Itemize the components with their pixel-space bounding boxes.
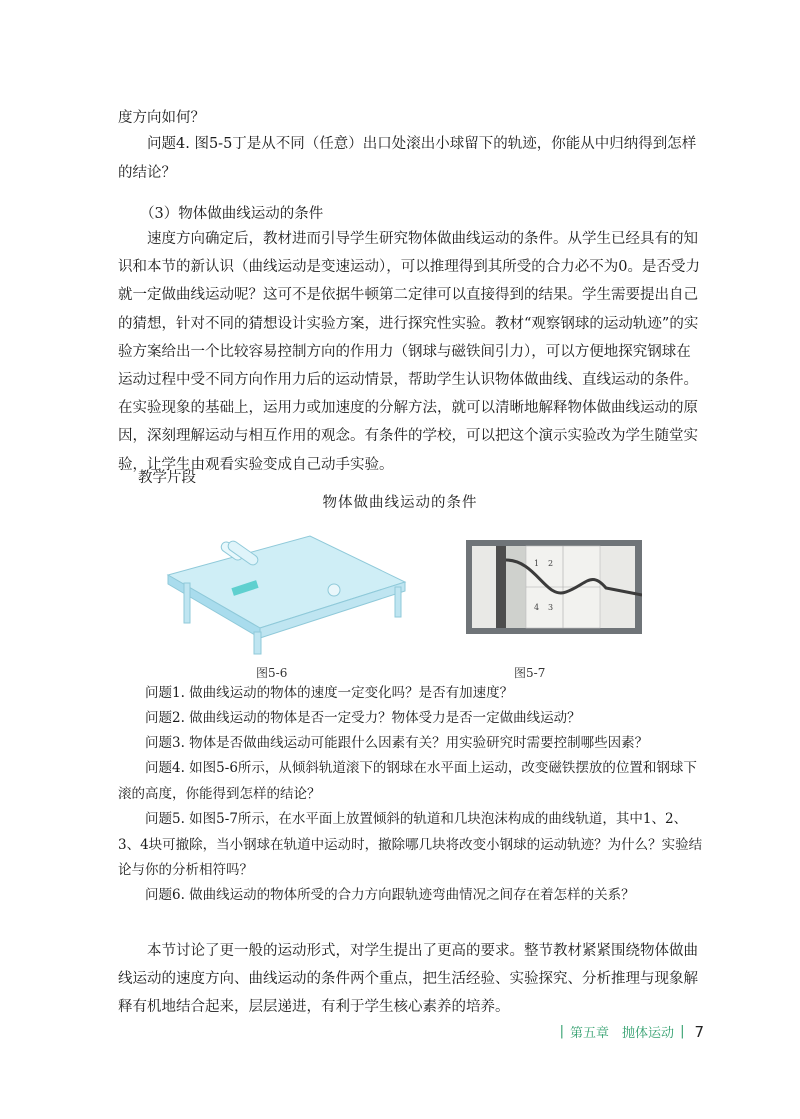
fragment-title: 物体做曲线运动的条件 xyxy=(322,495,478,511)
footer-chapter: 第五章 抛体运动 xyxy=(570,1026,675,1041)
figure-5-6-caption: 图5-6 xyxy=(256,666,288,680)
page-footer xyxy=(560,1022,704,1041)
steel-ball-shape xyxy=(328,584,340,596)
question-5: 问题5. 如图5-7所示，在水平面上放置倾斜的轨道和几块泡沫构成的曲线轨道，其中1、2、3、4块可撤除，当小钢球在轨道中运动时，撤除哪几块将改变小钢球的运动轨迹？为什么？实验结论与你的分析相符吗？ xyxy=(118,811,703,878)
question-4-top: 问题4. 图5-5丁是从不同（任意）出口处滚出小球留下的轨迹，你能从中归纳得到怎样的结论？ xyxy=(118,136,697,181)
block-label-3: 3 xyxy=(548,603,554,612)
footer-divider-left: | xyxy=(559,1024,565,1039)
closing-paragraph: 本节讨论了更一般的运动形式，对学生提出了更高的要求。整节教材紧紧围绕物体做曲线运动的速度方向、曲线运动的条件两个重点，把生活经验、实验探究、分析推理与现象解释有机地结合起来，层层递进，有利于学生核心素养的培养。 xyxy=(118,943,698,1015)
footer-divider-right: | xyxy=(680,1024,685,1039)
continued-line: 度方向如何？ xyxy=(118,110,205,126)
question-2: 问题2. 做曲线运动的物体是否一定受力？物体受力是否一定做曲线运动？ xyxy=(145,710,581,726)
question-3: 问题3. 物体是否做曲线运动可能跟什么因素有关？用实验研究时需要控制哪些因素？ xyxy=(145,735,649,751)
block-label-1: 1 xyxy=(534,559,540,568)
section-paragraph: 速度方向确定后，教材进而引导学生研究物体做曲线运动的条件。从学生已经具有的知识和本节的新认识（曲线运动是变速运动），可以推理得到其所受的合力必不为0。是否受力就一定做曲线运动呢？这可不是依据牛顿第二定律可以直接得到的结果。学生需要提出自己的猜想，针对不同的猜想设计实验方案，进行探究性实验。教材“观察钢球的运动轨迹”的实验方案给出一个比较容易控制方向的作用力（钢球与磁铁间引力），可以方便地探究钢球在运动过程中受不同方向作用力后的运动情景，帮助学生认识物体做曲线、直线运动的条件。在实验现象的基础上，运用力或加速度的分解方法，就可以清晰地解释物体做曲线运动的原因，深刻理解运动与相互作用的观念。有条件的学校，可以把这个演示实验改为学生随堂实验，让学生由观看实验变成自己动手实验。 xyxy=(118,231,700,473)
block-label-4: 4 xyxy=(534,603,540,612)
teaching-fragment-label: 教学片段 xyxy=(138,470,196,486)
block-label-2: 2 xyxy=(548,559,554,568)
figure-5-6-illustration xyxy=(160,520,410,655)
question-6: 问题6. 做曲线运动的物体所受的合力方向跟轨迹弯曲情况之间存在着怎样的关系？ xyxy=(145,887,635,903)
question-1: 问题1. 做曲线运动的物体的速度一定变化吗？是否有加速度？ xyxy=(145,685,514,701)
figure-5-7-photo xyxy=(466,540,642,634)
question-4: 问题4. 如图5-6所示，从倾斜轨道滚下的钢球在水平面上运动，改变磁铁摆放的位置和钢球下滚的高度，你能得到怎样的结论？ xyxy=(118,760,697,802)
figure-5-7-caption: 图5-7 xyxy=(514,666,546,680)
page-number: 7 xyxy=(694,1022,704,1041)
section-heading: （3）物体做曲线运动的条件 xyxy=(140,206,324,222)
